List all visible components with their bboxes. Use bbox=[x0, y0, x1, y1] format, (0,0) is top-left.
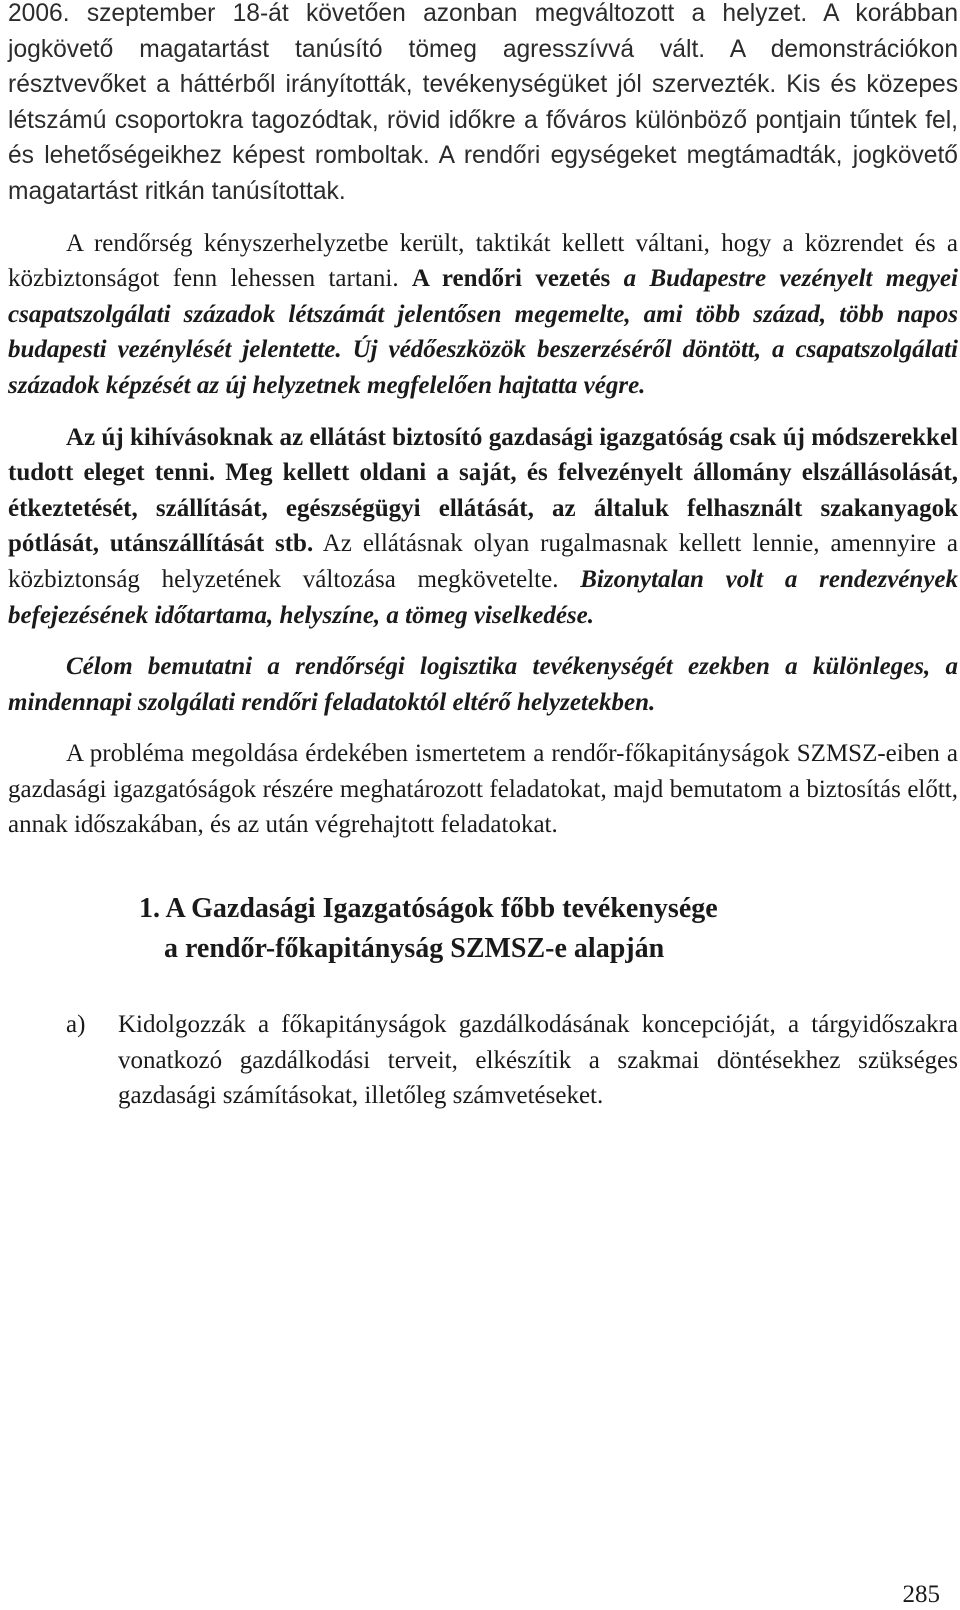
economic-directorate-bold-italic-text: Bizonytalan volt a rendezvények befejezésének időtartama, helyszíne, a tömeg viselkedése. bbox=[8, 565, 958, 629]
list-item-a-text: Kidolgozzák a főkapitányságok gazdálkodásának koncepcióját, a tárgyidőszakra vonatkozó gazdálkodási terveit, elkészítik a szakmai döntésekhez szükséges gazdasági számításokat, illetőleg számvetéseket. bbox=[118, 1011, 958, 1110]
economic-directorate-paragraph bbox=[8, 420, 958, 634]
police-tactics-plain-text: A rendőrség kényszerhelyzetbe került, taktikát kellett váltani, hogy a közrendet és a közbiztonságot fenn lehessen tartani. bbox=[8, 229, 958, 293]
method-paragraph: A probléma megoldása érdekében ismertetem a rendőr-főkapitányságok SZMSZ-eiben a gazdasági igazgatóságok részére meghatározott feladatokat, majd bemutatom a biztosítás előtt, annak időszakában, és az után végrehajtott feladatokat. bbox=[8, 740, 958, 839]
police-tactics-paragraph bbox=[8, 226, 958, 404]
police-tactics-bold-text: A rendőri vezetés bbox=[411, 265, 624, 293]
document-page bbox=[8, 0, 958, 1114]
intro-paragraph: 2006. szeptember 18-át követően azonban megváltozott a helyzet. A korábban jogkövető magatartást tanúsító tömeg agresszívvá vált. A demonstrációkon résztvevőket a háttérből irányították, tevékenységüket jól szervezték. Kis és közepes létszámú csoportokra tagozódtak, rövid időkre a főváros különböző pontjain tűntek fel, és lehetőségeikhez képest romboltak. A rendőri egységeket megtámadták, jogkövető magatartást ritkán tanúsítottak. bbox=[8, 0, 958, 205]
list-item-a bbox=[8, 1007, 958, 1114]
list-marker-a: a) bbox=[66, 1011, 86, 1039]
economic-directorate-plain-text: Az ellátásnak olyan rugalmasnak kellett lennie, amennyire a közbiztonság helyzetének változása megkövetelte. bbox=[8, 530, 958, 593]
page-number: 285 bbox=[902, 1581, 940, 1608]
section-heading bbox=[139, 889, 958, 969]
aim-paragraph: Célom bemutatni a rendőrségi logisztika tevékenységét ezekben a különleges, a mindennapi szolgálati rendőri feladatoktól eltérő helyzetekben. bbox=[8, 653, 958, 716]
section-heading-line-2: a rendőr-főkapitányság SZMSZ-e alapján bbox=[164, 933, 665, 965]
police-tactics-bold-italic-text: a Budapestre vezényelt megyei csapatszolgálati századok létszámát jelentősen megemelte, ami több század, több napos budapesti vezénylését jelentette. Új védőeszközök beszerzéséről döntött, a csapatszolgálati századok képzését az új helyzetnek megfelelően hajtatta végre. bbox=[8, 265, 958, 399]
section-heading-line-1: 1. A Gazdasági Igazgatóságok főbb tevékenysége bbox=[139, 893, 718, 925]
economic-directorate-bold-text: Az új kihívásoknak az ellátást biztosító gazdasági igazgatóság csak új módszerekkel tudott eleget tenni. Meg kellett oldani a saját, és felvezényelt állomány elszállásolását, étkeztetését, szállítását, egészségügyi ellátását, az általuk felhasznált szakanyagok pótlását, utánszállítását stb. bbox=[8, 423, 958, 558]
